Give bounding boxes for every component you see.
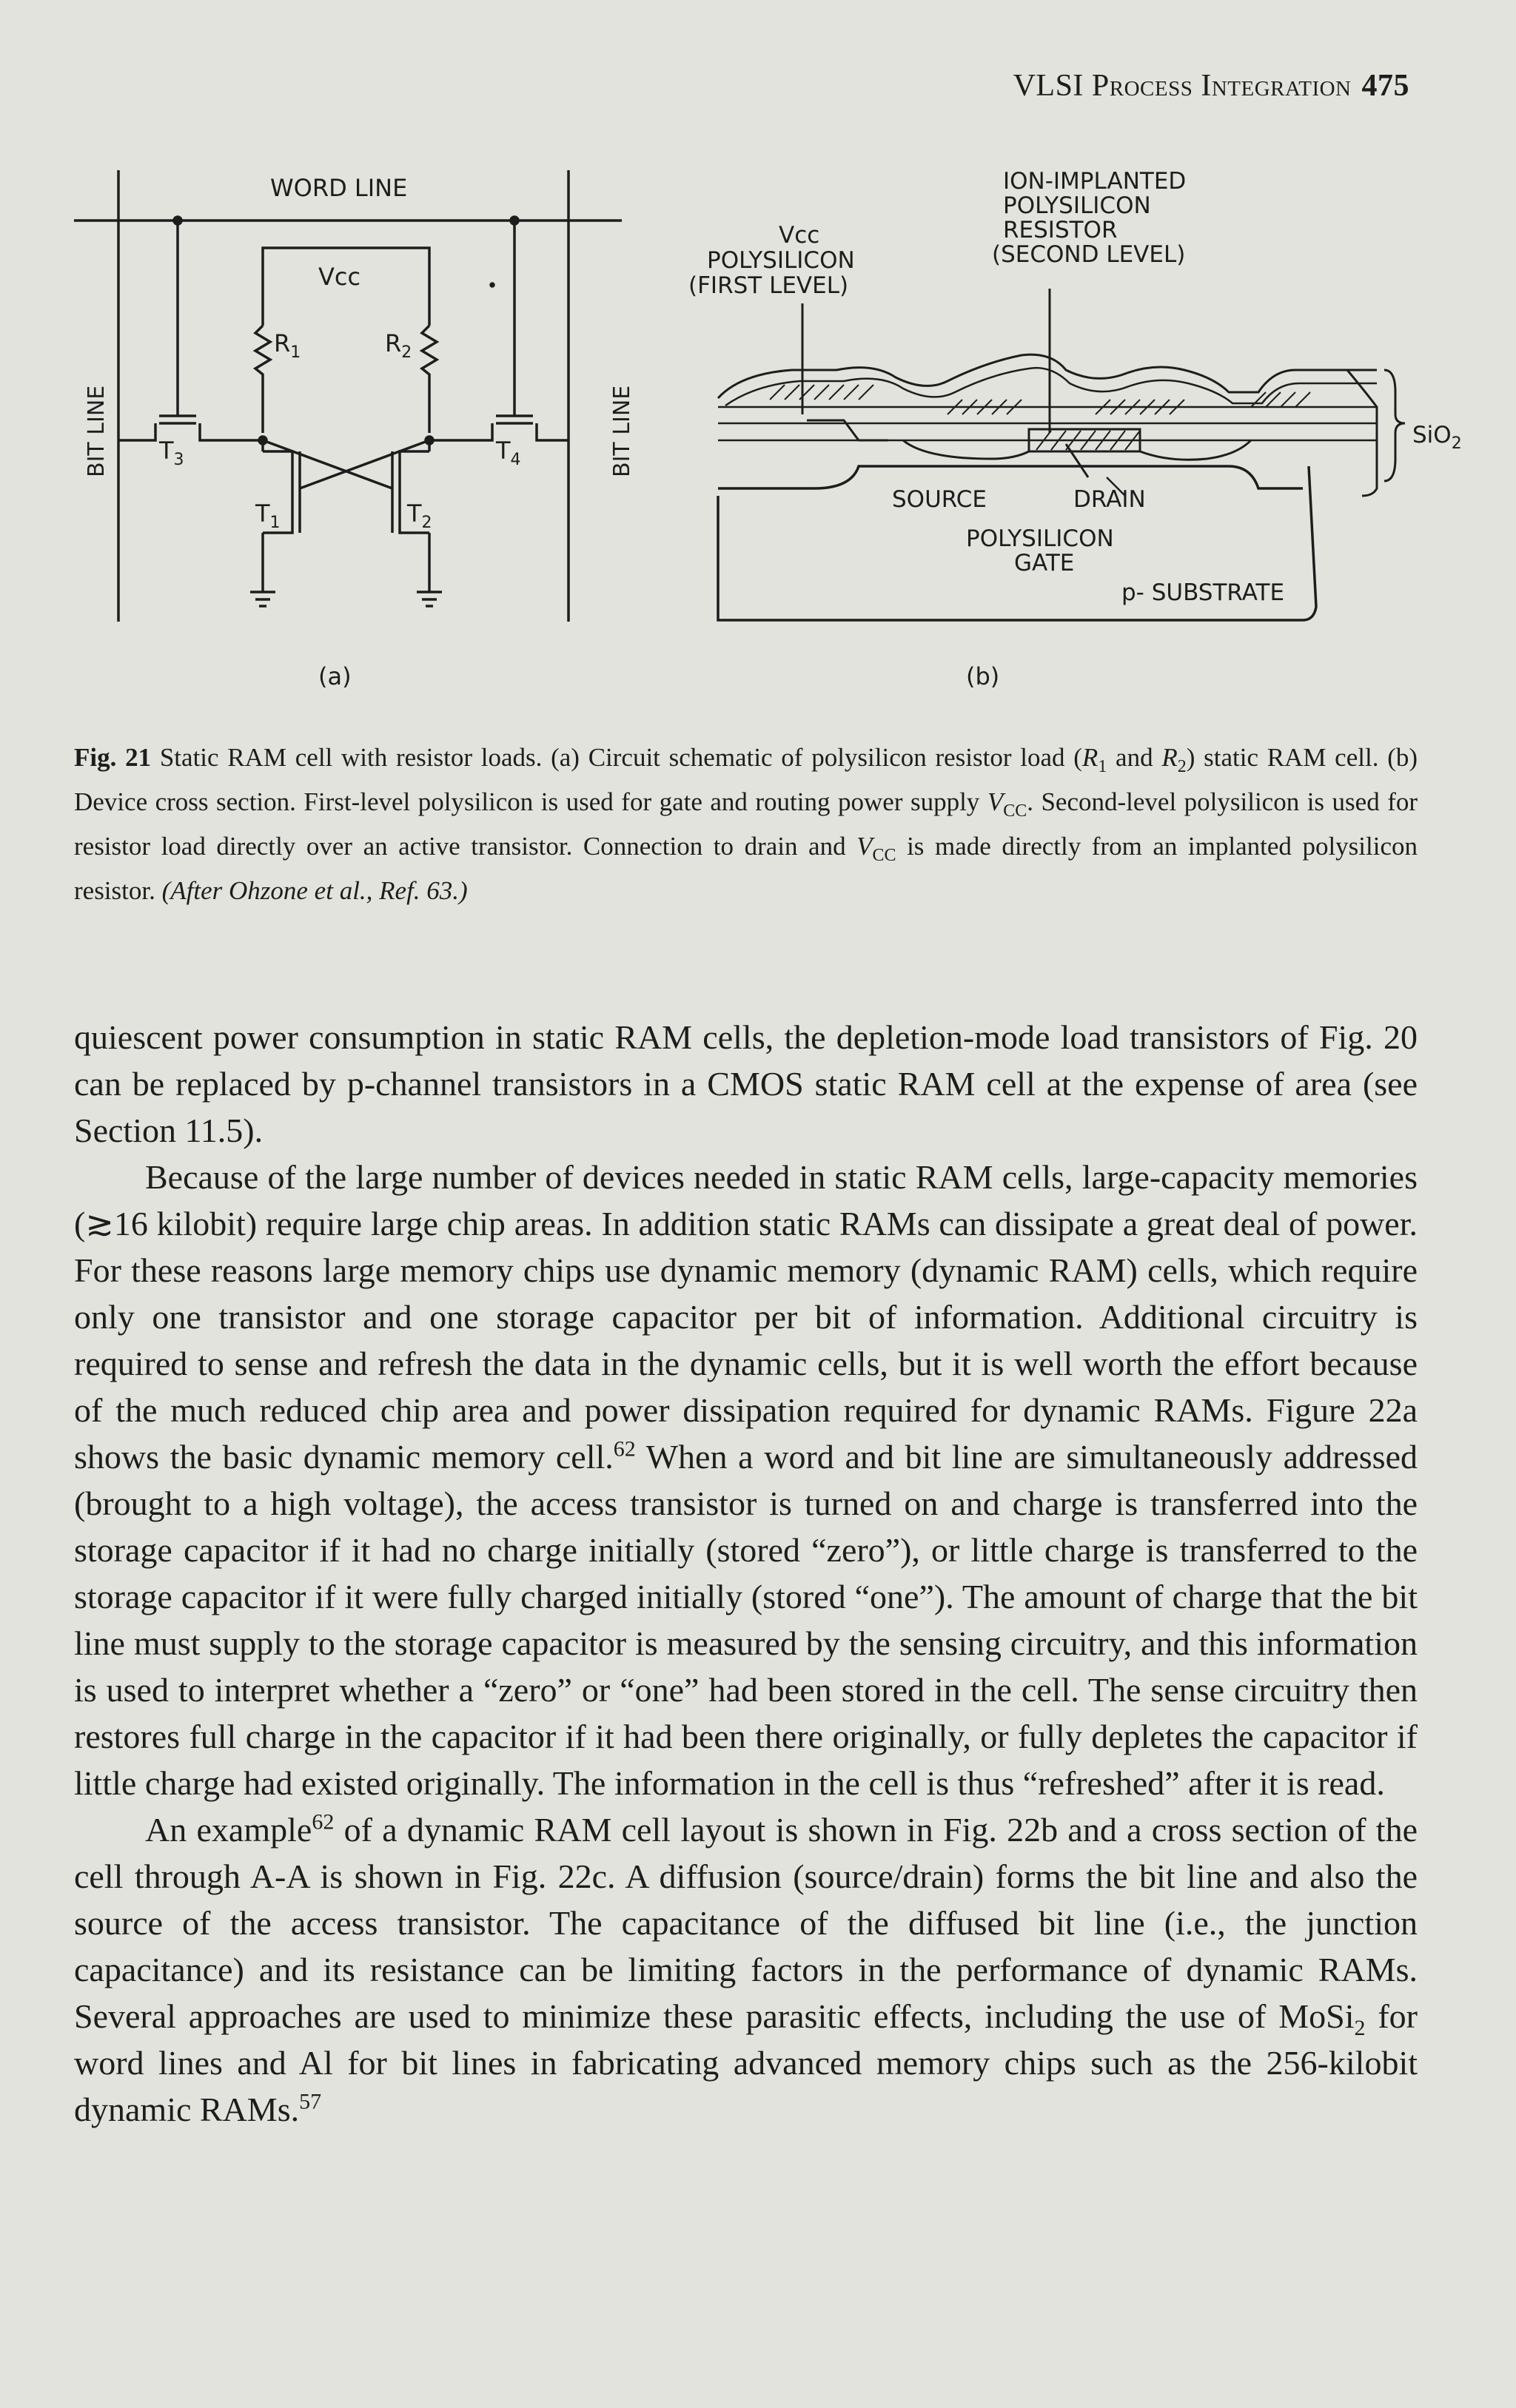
- caption-attribution: (After Ohzone et al., Ref. 63.): [161, 876, 468, 905]
- label-t1: $T_1$: [255, 500, 281, 532]
- label-ion-resistor-2: POLYSILICON: [1003, 192, 1151, 219]
- caption-r2-sub: 2: [1177, 757, 1187, 776]
- paragraph-3-text-a: An example: [145, 1811, 312, 1849]
- caption-r1-sub: 1: [1098, 757, 1107, 776]
- reference-62: 62: [312, 1809, 335, 1834]
- figure-21: [74, 148, 1462, 696]
- paragraph-3-text-c: for word lines and Al for bit lines in fabricating advanced memory chips such as the 256-kilobit dynamic RAMs.: [74, 1997, 1418, 2128]
- label-poly-gate-1: POLYSILICON: [966, 525, 1114, 552]
- panel-label-b: (b): [966, 662, 1000, 690]
- paragraph-1: quiescent power consumption in static RAM cells, the depletion-mode load transistors of Fig. 20 can be replaced by p-channel transistors in a CMOS static RAM cell at the expense of area (see Section 11.5).: [74, 1018, 1418, 1149]
- label-t2: $T_2$: [407, 500, 432, 532]
- label-poly-gate-2: GATE: [1014, 550, 1075, 576]
- caption-vcc: V: [987, 787, 1004, 816]
- caption-text: . Second-level polysilicon is used for resistor load directly over an active transistor. Connection to drain and: [74, 787, 1418, 861]
- label-t4: $T_4$: [496, 437, 521, 469]
- label-source: SOURCE: [892, 486, 987, 513]
- label-drain: DRAIN: [1073, 486, 1146, 513]
- label-t3: $T_3$: [159, 437, 184, 469]
- caption-vcc2: V: [856, 832, 873, 861]
- reference-57: 57: [299, 2089, 322, 2114]
- label-vcc-poly-2: POLYSILICON: [707, 247, 855, 274]
- paragraph-3-text-b: of a dynamic RAM cell layout is shown in Fig. 22b and a cross section of the cell through A-A is shown in Fig. 22c. A diffusion (source/drain) forms the bit line and also the source of the access transistor. The capacitance of the diffused bit line (i.e., the junction capacitance) and its resistance can be limiting factors in the performance of dynamic RAMs. Several approaches are used to minimize these parasitic effects, including the use of MoSi: [74, 1811, 1418, 2035]
- label-substrate: p- SUBSTRATE: [1121, 579, 1285, 606]
- caption-text: ) static RAM cell. (b) Device cross section. First-level polysilicon is used for gate and routing power supply: [74, 743, 1418, 816]
- label-ion-resistor-4: (SECOND LEVEL): [992, 241, 1186, 268]
- running-head: [1013, 68, 1409, 104]
- label-bit-line-right: BIT LINE: [609, 385, 635, 477]
- label-ion-resistor-1: ION-IMPLANTED: [1003, 168, 1187, 195]
- label-ion-resistor-3: RESISTOR: [1003, 217, 1118, 243]
- caption-text: is made directly from an implanted polysilicon resistor.: [74, 832, 1418, 905]
- running-head-title: VLSI Process Integration: [1013, 69, 1352, 103]
- label-word-line: WORD LINE: [270, 174, 408, 202]
- caption-vcc2-sub: CC: [872, 846, 896, 865]
- reference-62: 62: [613, 1436, 636, 1462]
- label-vcc-poly-1: Vcc: [779, 222, 820, 249]
- label-vcc-poly-3: (FIRST LEVEL): [688, 272, 849, 299]
- page-number: 475: [1361, 69, 1409, 103]
- caption-and: and: [1107, 743, 1162, 772]
- mosi2-subscript: 2: [1354, 2016, 1366, 2041]
- body-text: [74, 1014, 1418, 2133]
- paragraph-2: [74, 1154, 1418, 1806]
- paragraph-2-text-a: Because of the large number of devices needed in static RAM cells, large-capacity memories (≳16 kilobit) require large chip areas. In addition static RAMs can dissipate a great deal of power. For these reasons large memory chips use dynamic memory (dynamic RAM) cells, which require only one transistor and one storage capacitor per bit of information. Additional circuitry is required to sense and refresh the data in the dynamic cells, but it is well worth the effort because of the much reduced chip area and power dissipation required for dynamic RAMs. Figure 22a shows the basic dynamic memory cell.: [74, 1158, 1418, 1476]
- caption-r1: R: [1081, 743, 1099, 772]
- caption-vcc-sub: CC: [1003, 801, 1027, 821]
- panel-label-a: (a): [318, 662, 352, 690]
- caption-text: Static RAM cell with resistor loads. (a) Circuit schematic of polysilicon resistor load (: [159, 743, 1082, 772]
- label-vcc: Vcc: [318, 263, 361, 291]
- label-r2: $R_2$: [385, 329, 412, 362]
- caption-r2: R: [1161, 743, 1178, 772]
- caption-label: Fig. 21: [74, 743, 152, 772]
- label-bit-line-left: BIT LINE: [84, 385, 110, 477]
- label-r1: $R_1$: [274, 329, 301, 362]
- label-sio2: SiO$_2$: [1412, 422, 1462, 453]
- paragraph-2-text-b: When a word and bit line are simultaneously addressed (brought to a high voltage), the access transistor is turned on and charge is transferred into the storage capacitor if it had no charge initially (stored “zero”), or little charge is transferred to the storage capacitor if it were fully charged initially (stored “one”). The amount of charge that the bit line must supply to the storage capacitor is measured by the sensing circuitry, and this information is used to interpret whether a “zero” or “one” had been stored in the cell. The sense circuitry then restores full charge in the capacitor if it had been there originally, or fully depletes the capacitor if little charge had existed originally. The information in the cell is thus “refreshed” after it is read.: [74, 1438, 1418, 1802]
- figure-caption: [74, 740, 1418, 909]
- paragraph-3: [74, 1806, 1418, 2133]
